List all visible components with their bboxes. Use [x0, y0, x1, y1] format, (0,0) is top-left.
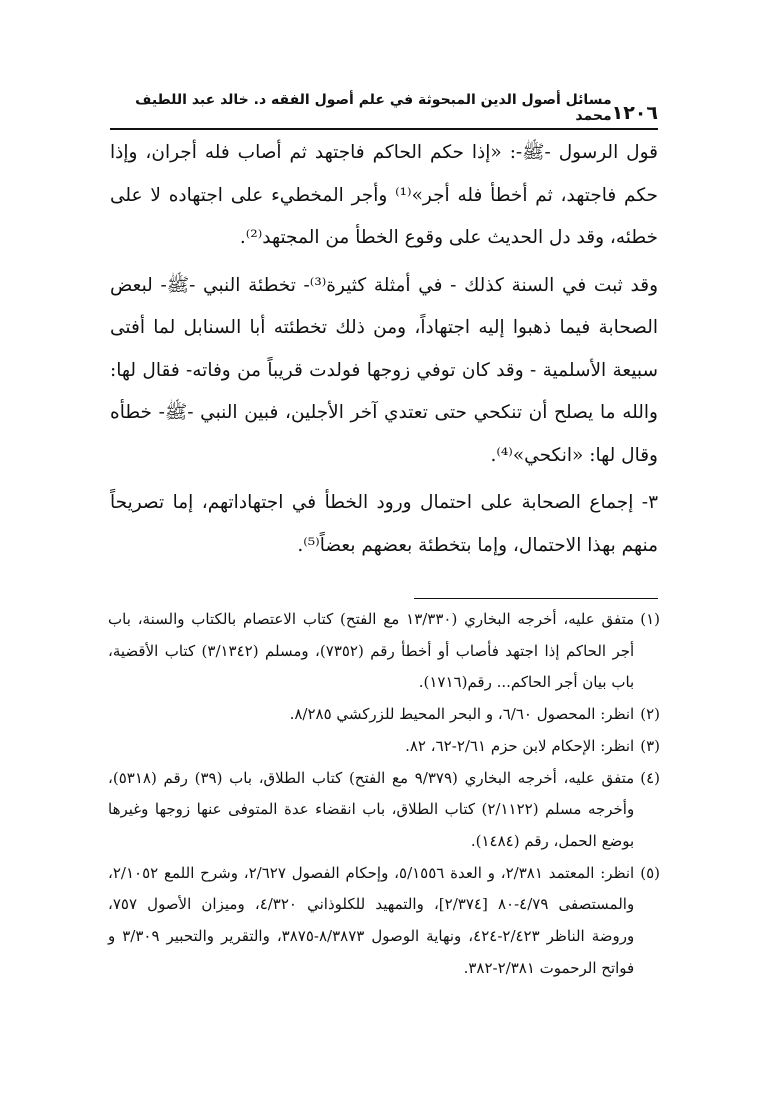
footnote: [108, 731, 660, 763]
footnote-number: (٤): [640, 768, 660, 787]
footnote-number: (٥): [640, 863, 660, 882]
footnote-number: (٣): [640, 736, 660, 755]
footnote: [108, 858, 660, 985]
footnote: [108, 604, 660, 699]
paragraph: قول الرسول -ﷺ-: «إذا حكم الحاكم فاجتهد ثم أصاب فله أجران، وإذا حكم فاجتهد، ثم أخطأ فله أجر»⁽¹⁾ وأجر المخطيء على اجتهاده لا على خطئه، وقد دل الحديث على وقوع الخطأ من المجتهد⁽²⁾.: [110, 142, 658, 248]
running-title: مسائل أصول الدين المبحوثة في علم أصول الفقه د. خالد عبد اللطيف محمد: [135, 92, 612, 124]
footnote-text: انظر: المحصول ٦/٦٠، و البحر المحيط للزركشي ٨/٢٨٥.: [289, 705, 635, 724]
footnote: [108, 699, 660, 731]
paragraph: ٣- إجماع الصحابة على احتمال ورود الخطأ في اجتهاداتهم، إما تصريحاً منهم بهذا الاحتمال، وإما بتخطئة بعضهم بعضاً⁽⁵⁾.: [110, 492, 658, 556]
footnote-text: متفق عليه، أخرجه البخاري (١٣/٣٣٠ مع الفتح) كتاب الاعتصام بالكتاب والسنة، باب أجر الحاكم إذا اجتهد فأصاب أو أخطأ رقم (٧٣٥٢)، ومسلم (٣/١٣٤٢) كتاب الأقضية، باب بيان أجر الحاكم... رقم(١٧١٦).: [108, 610, 635, 692]
main-text: [110, 132, 658, 567]
footnote-text: انظر: الإحكام لابن حزم ٢/٦١-٦٢، ٨٢.: [405, 736, 635, 755]
footnote-separator: [414, 598, 658, 599]
footnote-number: (١): [640, 610, 660, 628]
running-header: [110, 92, 658, 130]
footnote: [108, 763, 660, 858]
paragraph: وقد ثبت في السنة كذلك - في أمثلة كثيرة⁽³⁾- تخطئة النبي -ﷺ- لبعض الصحابة فيما ذهبوا إليه اجتهاداً، ومن ذلك تخطئته أبا السنابل لما أفتى سبيعة الأسلمية - وقد كان توفي زوجها فولدت قريباً من وفاته- فقال لها: والله ما يصلح أن تنكحي حتى تعتدي آخر الأجلين، فبين النبي -ﷺ- خطأه وقال لها: «انكحي»⁽⁴⁾.: [110, 274, 659, 466]
footnote-number: (٢): [640, 705, 660, 724]
page-number: ١٢٠٦: [611, 102, 658, 124]
footnote-text: انظر: المعتمد ٢/٣٨١، و العدة ٥/١٥٥٦، وإحكام الفصول ٢/٦٢٧، وشرح اللمع ٢/١٠٥٢، والمستصفى ٤/٧٩-٨٠ [٢/٣٧٤]، والتمهيد للكلوذاني ٤/٣٢٠، وميزان الأصول ٧٥٧، وروضة الناظر ٢/٤٢٣-٤٢٤، ونهاية الوصول ٨/٣٨٧٣-٣٨٧٥، والتقرير والتحبير ٣/٣٠٩ و فواتح الرحموت ٢/٣٨١-٣٨٢.: [108, 863, 635, 977]
footnote-text: متفق عليه، أخرجه البخاري (٩/٣٧٩ مع الفتح) كتاب الطلاق، باب (٣٩) رقم (٥٣١٨)، وأخرجه مسلم (٢/١١٢٢) كتاب الطلاق، باب انقضاء عدة المتوفى عنها زوجها وغيرها بوضع الحمل، رقم (١٤٨٤).: [108, 768, 635, 850]
footnotes: [108, 604, 660, 984]
